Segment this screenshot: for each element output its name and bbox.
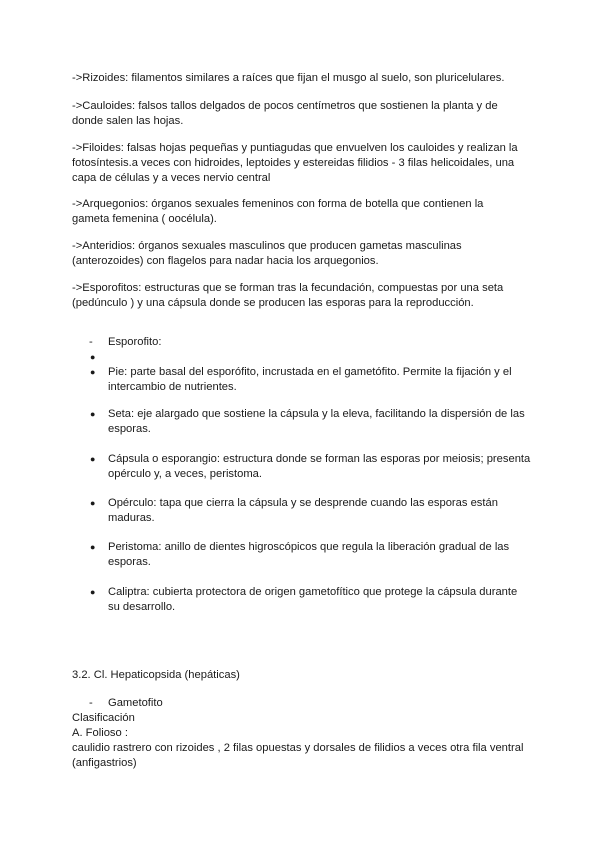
list-item-operculo (72, 496, 532, 526)
definition-arquegonios: ->Arquegonios: órganos sexuales femeninos con forma de botella que contienen la gameta femenina ( oocélula). (72, 198, 484, 225)
esporofito-heading: Esporofito: (108, 336, 162, 348)
list-item-pie (72, 365, 532, 395)
bullet-icon: ● (90, 498, 96, 508)
bullet-icon: ● (90, 454, 96, 464)
list-item-text: Opérculo: tapa que cierra la cápsula y se desprende cuando las esporas están maduras. (108, 497, 498, 524)
bullet-icon: ● (90, 587, 96, 597)
bullet-icon: ● (90, 542, 96, 552)
dash-marker: - (89, 336, 93, 348)
definition-cauloides: ->Cauloides: falsos tallos delgados de pocos centímetros que sostienen la planta y de donde salen las hojas. (72, 100, 498, 127)
clasificacion-label: Clasificación (72, 712, 135, 724)
bullet-icon: ● (90, 409, 96, 419)
list-item-capsula (72, 452, 532, 482)
esporofito-heading-item (72, 335, 532, 350)
bullet-icon: ● (90, 352, 96, 362)
section-heading: 3.2. Cl. Hepaticopsida (hepáticas) (72, 669, 240, 681)
gametofito-heading: Gametofito (108, 697, 163, 709)
list-item-text: Cápsula o esporangio: estructura donde se forman las esporas por meiosis; presenta opérculo y, a veces, peristoma. (108, 453, 531, 480)
list-item-text: Pie: parte basal del esporófito, incrustada en el gametófito. Permite la fijación y el intercambio de nutrientes. (108, 366, 512, 393)
folioso-label: A. Folioso : (72, 727, 128, 739)
list-item-text: Peristoma: anillo de dientes higroscópicos que regula la liberación gradual de las esporas. (108, 541, 510, 568)
definition-rizoides: ->Rizoides: filamentos similares a raíces que fijan el musgo al suelo, son pluricelulares. (72, 72, 505, 84)
list-item-seta (72, 407, 532, 437)
list-item-caliptra (72, 585, 532, 615)
list-item-peristoma (72, 540, 532, 570)
list-item-text: Seta: eje alargado que sostiene la cápsula y la eleva, facilitando la dispersión de las esporas. (108, 408, 525, 435)
list-item-text: Caliptra: cubierta protectora de origen gametofítico que protege la cápsula durante su desarrollo. (108, 586, 518, 613)
gametofito-heading-item (72, 696, 532, 711)
folioso-description: caulidio rastrero con rizoides , 2 filas opuestas y dorsales de filidios a veces otra fila ventral (anfigastrios) (72, 742, 524, 769)
definition-esporofitos: ->Esporofitos: estructuras que se forman tras la fecundación, compuestas por una seta (pedúnculo ) y una cápsula donde se producen las esporas para la reproducción. (72, 282, 504, 309)
dash-marker: - (89, 697, 93, 709)
definition-filoides: ->Filoides: falsas hojas pequeñas y puntiagudas que envuelven los cauloides y realizan la fotosíntesis.a veces con hidroides, leptoides y estereidas filidios - 3 filas helicoidales, una capa de células y a veces nervio central (72, 142, 518, 184)
definition-anteridios: ->Anteridios: órganos sexuales masculinos que producen gametas masculinas (anterozoides) con flagelos para nadar hacia los arquegonios. (72, 240, 462, 267)
bullet-icon: ● (90, 367, 96, 377)
